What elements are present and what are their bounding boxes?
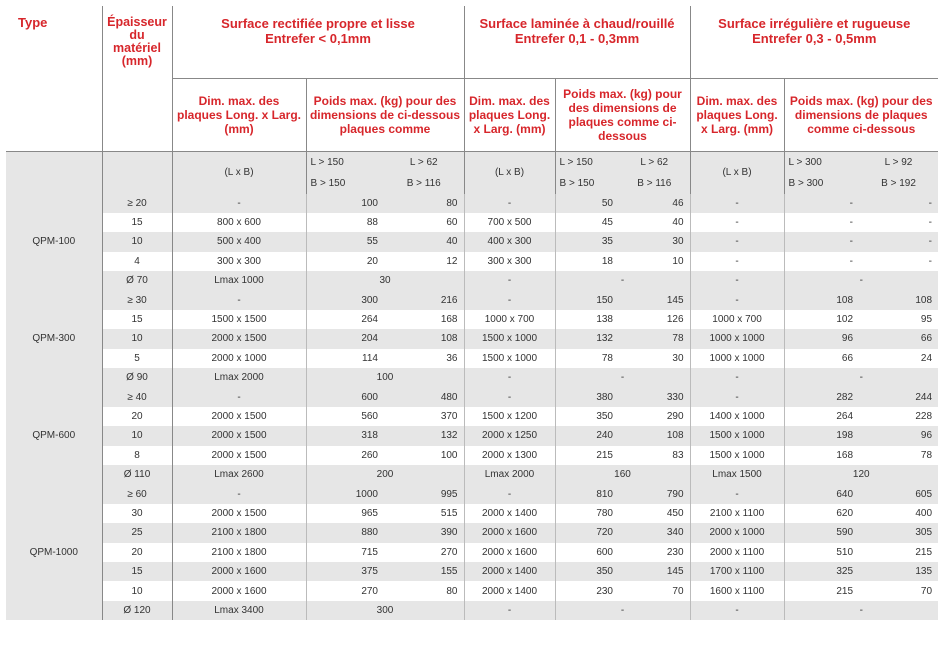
weight-cell: 600	[306, 387, 384, 406]
table-row	[6, 407, 938, 426]
weight-cell: 375	[306, 562, 384, 581]
weight-condition: B > 150	[555, 174, 619, 194]
weight-cell: 216	[384, 290, 464, 309]
thickness-cell: 15	[102, 562, 172, 581]
weight-cell: 45	[601, 217, 613, 229]
weight-condition: L > 62	[619, 151, 690, 174]
dim-cell: 2000 x 1100	[690, 543, 784, 562]
lxb-label: (L x B)	[464, 151, 555, 194]
dim-cell: Lmax 1000	[172, 271, 306, 290]
weight-cell: 70	[920, 585, 933, 597]
weight-cell: 780	[596, 507, 613, 519]
weight-condition: L > 300	[784, 151, 859, 174]
dim-cell: 1000 x 700	[690, 310, 784, 329]
table-row	[6, 310, 938, 329]
group-header-ground: Surface rectifiée propre et lisse Entrefer < 0,1mm	[172, 6, 464, 78]
weight-cell: 290	[619, 407, 690, 426]
weight-cell: -	[849, 217, 854, 229]
weight-cell: 380	[555, 387, 619, 406]
thickness-cell: ≥ 60	[102, 484, 172, 503]
thickness-cell: 10	[102, 232, 172, 251]
weight-cell: 78	[920, 449, 933, 461]
weight-cell: 995	[384, 484, 464, 503]
dim-cell: 1500 x 1000	[464, 349, 555, 368]
dim-cell: -	[172, 387, 306, 406]
dim-cell: 300 x 300	[172, 252, 306, 271]
weight-cell: 300	[306, 601, 464, 620]
weight-header: Poids max. (kg) pour des dimensions de ci-dessous plaques comme	[306, 78, 464, 151]
dim-cell: 2000 x 1000	[172, 349, 306, 368]
thickness-cell: 25	[102, 523, 172, 542]
dim-cell: Lmax 2600	[172, 465, 306, 484]
lxb-label: (L x B)	[172, 151, 306, 194]
weight-cell: 80	[384, 581, 464, 600]
dim-cell: 1500 x 1000	[690, 446, 784, 465]
weight-cell: -	[784, 194, 859, 213]
weight-cell: 95	[920, 314, 933, 326]
weight-cell: 88	[366, 217, 378, 229]
dim-cell: Lmax 2000	[172, 368, 306, 387]
weight-cell: 300	[306, 290, 384, 309]
weight-cell: -	[555, 271, 690, 290]
weight-cell: -	[928, 217, 933, 229]
table-row-round	[6, 368, 938, 387]
weight-cell: 450	[619, 504, 690, 523]
dim-header: Dim. max. des plaques Long. x Larg. (mm)	[172, 78, 306, 151]
weight-cell: 215	[915, 546, 933, 558]
weight-cell: 108	[384, 329, 464, 348]
dim-cell: -	[690, 271, 784, 290]
dim-cell: 1500 x 1200	[464, 407, 555, 426]
weight-cell: 18	[601, 255, 613, 267]
weight-cell: 215	[596, 449, 613, 461]
dim-cell: -	[690, 194, 784, 213]
table-row	[6, 581, 938, 600]
weight-header: Poids max. (kg) pour des dimensions de plaques comme ci-dessous	[789, 93, 933, 136]
dim-cell: Lmax 3400	[172, 601, 306, 620]
weight-cell: 100	[306, 368, 464, 387]
dim-cell: 2000 x 1300	[464, 446, 555, 465]
weight-cell: 350	[596, 410, 613, 422]
diameter-cell: Ø 90	[102, 368, 172, 387]
weight-cell: 720	[555, 523, 619, 542]
dim-cell: -	[690, 387, 784, 406]
dim-cell: -	[464, 368, 555, 387]
weight-cell: 100	[384, 446, 464, 465]
dim-cell: 2000 x 1000	[690, 523, 784, 542]
weight-cell: 20	[366, 255, 378, 267]
dim-cell: -	[464, 271, 555, 290]
weight-cell: 515	[384, 504, 464, 523]
thickness-cell: 15	[102, 213, 172, 232]
weight-cell: 480	[384, 387, 464, 406]
lxb-label: (L x B)	[690, 151, 784, 194]
thickness-cell: 10	[102, 426, 172, 445]
table-row	[6, 194, 938, 213]
weight-cell: 114	[362, 352, 378, 364]
dim-cell: 2100 x 1100	[690, 504, 784, 523]
dim-cell: -	[690, 232, 784, 251]
dim-cell: -	[464, 194, 555, 213]
dim-cell: 300 x 300	[464, 252, 555, 271]
model-name: QPM-100	[6, 194, 102, 291]
weight-cell: 168	[384, 310, 464, 329]
table-row	[6, 232, 938, 251]
weight-cell: 880	[306, 523, 384, 542]
table-row	[6, 387, 938, 406]
dim-cell: 2100 x 1800	[172, 523, 306, 542]
weight-cell: 96	[784, 329, 859, 348]
weight-cell: 135	[859, 562, 938, 581]
weight-cell: 108	[859, 290, 938, 309]
diameter-cell: Ø 110	[102, 465, 172, 484]
capacity-table	[6, 6, 938, 620]
model-name: QPM-600	[6, 387, 102, 484]
weight-cell: 102	[836, 314, 854, 326]
weight-cell: 108	[619, 426, 690, 445]
weight-cell: 215	[836, 585, 854, 597]
model-name: QPM-1000	[6, 484, 102, 620]
weight-condition: L > 62	[384, 151, 464, 174]
weight-cell: 30	[619, 349, 690, 368]
weight-cell: -	[555, 601, 690, 620]
dim-cell: 2000 x 1500	[172, 446, 306, 465]
table-row	[6, 562, 938, 581]
dim-cell: 500 x 400	[172, 232, 306, 251]
dim-cell: 2000 x 1500	[172, 329, 306, 348]
dim-header: Dim. max. des plaques Long. x Larg. (mm)	[690, 78, 784, 151]
weight-cell: 80	[384, 194, 464, 213]
weight-cell: -	[555, 368, 690, 387]
weight-cell: 510	[836, 546, 854, 558]
weight-cell: -	[784, 271, 938, 290]
weight-cell: -	[928, 255, 933, 267]
thickness-cell: 15	[102, 310, 172, 329]
thickness-header: Épaisseur du matériel (mm)	[102, 6, 172, 151]
weight-cell: 264	[361, 314, 378, 326]
weight-cell: 790	[619, 484, 690, 503]
dim-cell: -	[172, 194, 306, 213]
dim-cell: -	[690, 252, 784, 271]
weight-cell: 600	[596, 546, 613, 558]
thickness-cell: 5	[102, 349, 172, 368]
weight-cell: 138	[596, 314, 613, 326]
dim-cell: 2000 x 1400	[464, 562, 555, 581]
weight-cell: 70	[619, 581, 690, 600]
weight-cell: 198	[784, 426, 859, 445]
weight-cell: 55	[306, 232, 384, 251]
weight-condition: L > 92	[859, 151, 938, 174]
weight-cell: 228	[915, 410, 933, 422]
weight-cell: 1000	[306, 484, 384, 503]
weight-cell: 60	[384, 213, 464, 232]
weight-cell: 270	[384, 543, 464, 562]
weight-cell: 160	[555, 465, 690, 484]
diameter-cell: Ø 70	[102, 271, 172, 290]
table-row-round	[6, 271, 938, 290]
dim-cell: 1400 x 1000	[690, 407, 784, 426]
dim-cell: Lmax 1500	[690, 465, 784, 484]
table-row	[6, 426, 938, 445]
dim-cell: -	[690, 368, 784, 387]
weight-cell: 145	[619, 562, 690, 581]
weight-cell: 330	[619, 387, 690, 406]
weight-cell: 66	[859, 329, 938, 348]
weight-cell: 132	[384, 426, 464, 445]
weight-cell: 282	[784, 387, 859, 406]
weight-cell: 230	[619, 543, 690, 562]
table-row	[6, 349, 938, 368]
weight-cell: 370	[384, 407, 464, 426]
dim-cell: 2100 x 1800	[172, 543, 306, 562]
weight-cell: 244	[859, 387, 938, 406]
group-header-hot-rolled: Surface laminée à chaud/rouillé Entrefer 0,1 - 0,3mm	[464, 6, 690, 78]
dim-cell: 800 x 600	[172, 213, 306, 232]
weight-cell: 325	[784, 562, 859, 581]
dim-cell: 2000 x 1600	[464, 543, 555, 562]
dim-cell: 2000 x 1500	[172, 426, 306, 445]
weight-cell: 230	[596, 585, 613, 597]
weight-cell: 78	[601, 352, 613, 364]
thickness-cell: 8	[102, 446, 172, 465]
table-row	[6, 504, 938, 523]
weight-condition: B > 116	[384, 174, 464, 194]
table-row	[6, 213, 938, 232]
table-row	[6, 543, 938, 562]
weight-cell: 10	[619, 252, 690, 271]
weight-cell: 78	[619, 329, 690, 348]
dim-header: Dim. max. des plaques Long. x Larg. (mm)	[464, 78, 555, 151]
weight-cell: 560	[361, 410, 378, 422]
dim-cell: -	[690, 484, 784, 503]
weight-cell: 66	[841, 352, 854, 364]
weight-cell: 620	[836, 507, 854, 519]
model-name: QPM-300	[6, 290, 102, 387]
dim-cell: 2000 x 1400	[464, 581, 555, 600]
dim-cell: 2000 x 1500	[172, 407, 306, 426]
dim-cell: -	[464, 601, 555, 620]
dim-cell: 2000 x 1250	[464, 426, 555, 445]
dim-cell: 1000 x 1000	[690, 349, 784, 368]
thickness-cell: ≥ 20	[102, 194, 172, 213]
weight-cell: -	[784, 368, 938, 387]
thickness-cell: 10	[102, 329, 172, 348]
subheader-blank	[6, 151, 102, 194]
thickness-cell: 30	[102, 504, 172, 523]
weight-condition: B > 300	[784, 174, 859, 194]
dim-cell: 2000 x 1600	[172, 562, 306, 581]
weight-cell: 318	[306, 426, 384, 445]
weight-cell: 120	[784, 465, 938, 484]
weight-cell: 240	[555, 426, 619, 445]
dim-cell: -	[690, 213, 784, 232]
weight-cell: 46	[619, 194, 690, 213]
weight-condition: L > 150	[306, 151, 384, 174]
weight-cell: 715	[361, 546, 378, 558]
dim-cell: 700 x 500	[464, 213, 555, 232]
dim-cell: -	[464, 290, 555, 309]
weight-cell: 12	[384, 252, 464, 271]
table-row	[6, 329, 938, 348]
weight-cell: 30	[619, 232, 690, 251]
weight-cell: 150	[555, 290, 619, 309]
weight-cell: 270	[361, 585, 378, 597]
dim-cell: 1000 x 1000	[690, 329, 784, 348]
weight-cell: 204	[306, 329, 384, 348]
table-row	[6, 290, 938, 309]
thickness-cell: 4	[102, 252, 172, 271]
weight-cell: 126	[619, 310, 690, 329]
table-row-round	[6, 465, 938, 484]
thickness-cell: 10	[102, 581, 172, 600]
group-header-rough: Surface irrégulière et rugueuse Entrefer 0,3 - 0,5mm	[690, 6, 938, 78]
thickness-cell: ≥ 40	[102, 387, 172, 406]
weight-cell: 168	[836, 449, 854, 461]
thickness-cell: 20	[102, 543, 172, 562]
weight-condition: B > 150	[306, 174, 384, 194]
weight-cell: 200	[306, 465, 464, 484]
weight-cell: 145	[619, 290, 690, 309]
dim-cell: 400 x 300	[464, 232, 555, 251]
dim-cell: -	[464, 484, 555, 503]
dim-cell: 2000 x 1600	[172, 581, 306, 600]
dim-cell: 1500 x 1000	[690, 426, 784, 445]
dim-cell: -	[172, 290, 306, 309]
dim-cell: 2000 x 1400	[464, 504, 555, 523]
weight-cell: 100	[306, 194, 384, 213]
dim-cell: 1700 x 1100	[690, 562, 784, 581]
weight-cell: 35	[555, 232, 619, 251]
weight-cell: 605	[859, 484, 938, 503]
weight-cell: 340	[619, 523, 690, 542]
weight-cell: 350	[555, 562, 619, 581]
weight-cell: -	[859, 194, 938, 213]
thickness-cell: 20	[102, 407, 172, 426]
weight-cell: -	[784, 232, 859, 251]
weight-cell: 30	[306, 271, 464, 290]
weight-cell: 40	[384, 232, 464, 251]
dim-cell: -	[464, 387, 555, 406]
weight-cell: -	[784, 601, 938, 620]
weight-cell: 400	[915, 507, 933, 519]
table-row-round	[6, 601, 938, 620]
weight-cell: 132	[555, 329, 619, 348]
dim-cell: -	[172, 484, 306, 503]
weight-cell: 810	[555, 484, 619, 503]
weight-cell: 24	[920, 352, 933, 364]
dim-cell: 1000 x 700	[464, 310, 555, 329]
weight-cell: 155	[384, 562, 464, 581]
weight-cell: 40	[619, 213, 690, 232]
weight-cell: 36	[384, 349, 464, 368]
dim-cell: 2000 x 1500	[172, 504, 306, 523]
weight-cell: 640	[784, 484, 859, 503]
weight-cell: 83	[619, 446, 690, 465]
weight-cell: -	[849, 255, 854, 267]
weight-cell: 305	[859, 523, 938, 542]
dim-cell: -	[690, 290, 784, 309]
weight-condition: B > 116	[619, 174, 690, 194]
table-row	[6, 252, 938, 271]
dim-cell: 1500 x 1000	[464, 329, 555, 348]
weight-header: Poids max. (kg) pour des dimensions de plaques comme ci-dessous	[555, 78, 690, 151]
weight-cell: 260	[361, 449, 378, 461]
weight-cell: 108	[784, 290, 859, 309]
weight-cell: 390	[384, 523, 464, 542]
table-row	[6, 523, 938, 542]
weight-cell: -	[859, 232, 938, 251]
weight-cell: 96	[859, 426, 938, 445]
dim-cell: 1600 x 1100	[690, 581, 784, 600]
type-header: Type	[6, 6, 102, 151]
table-row	[6, 484, 938, 503]
weight-cell: 50	[555, 194, 619, 213]
weight-cell: 965	[361, 507, 378, 519]
weight-cell: 264	[836, 410, 854, 422]
thickness-cell: ≥ 30	[102, 290, 172, 309]
weight-condition: L > 150	[555, 151, 619, 174]
weight-condition: B > 192	[859, 174, 938, 194]
weight-cell: 590	[784, 523, 859, 542]
subheader-blank	[102, 151, 172, 194]
diameter-cell: Ø 120	[102, 601, 172, 620]
dim-cell: 1500 x 1500	[172, 310, 306, 329]
table-row	[6, 446, 938, 465]
dim-cell: -	[690, 601, 784, 620]
dim-cell: Lmax 2000	[464, 465, 555, 484]
dim-cell: 2000 x 1600	[464, 523, 555, 542]
